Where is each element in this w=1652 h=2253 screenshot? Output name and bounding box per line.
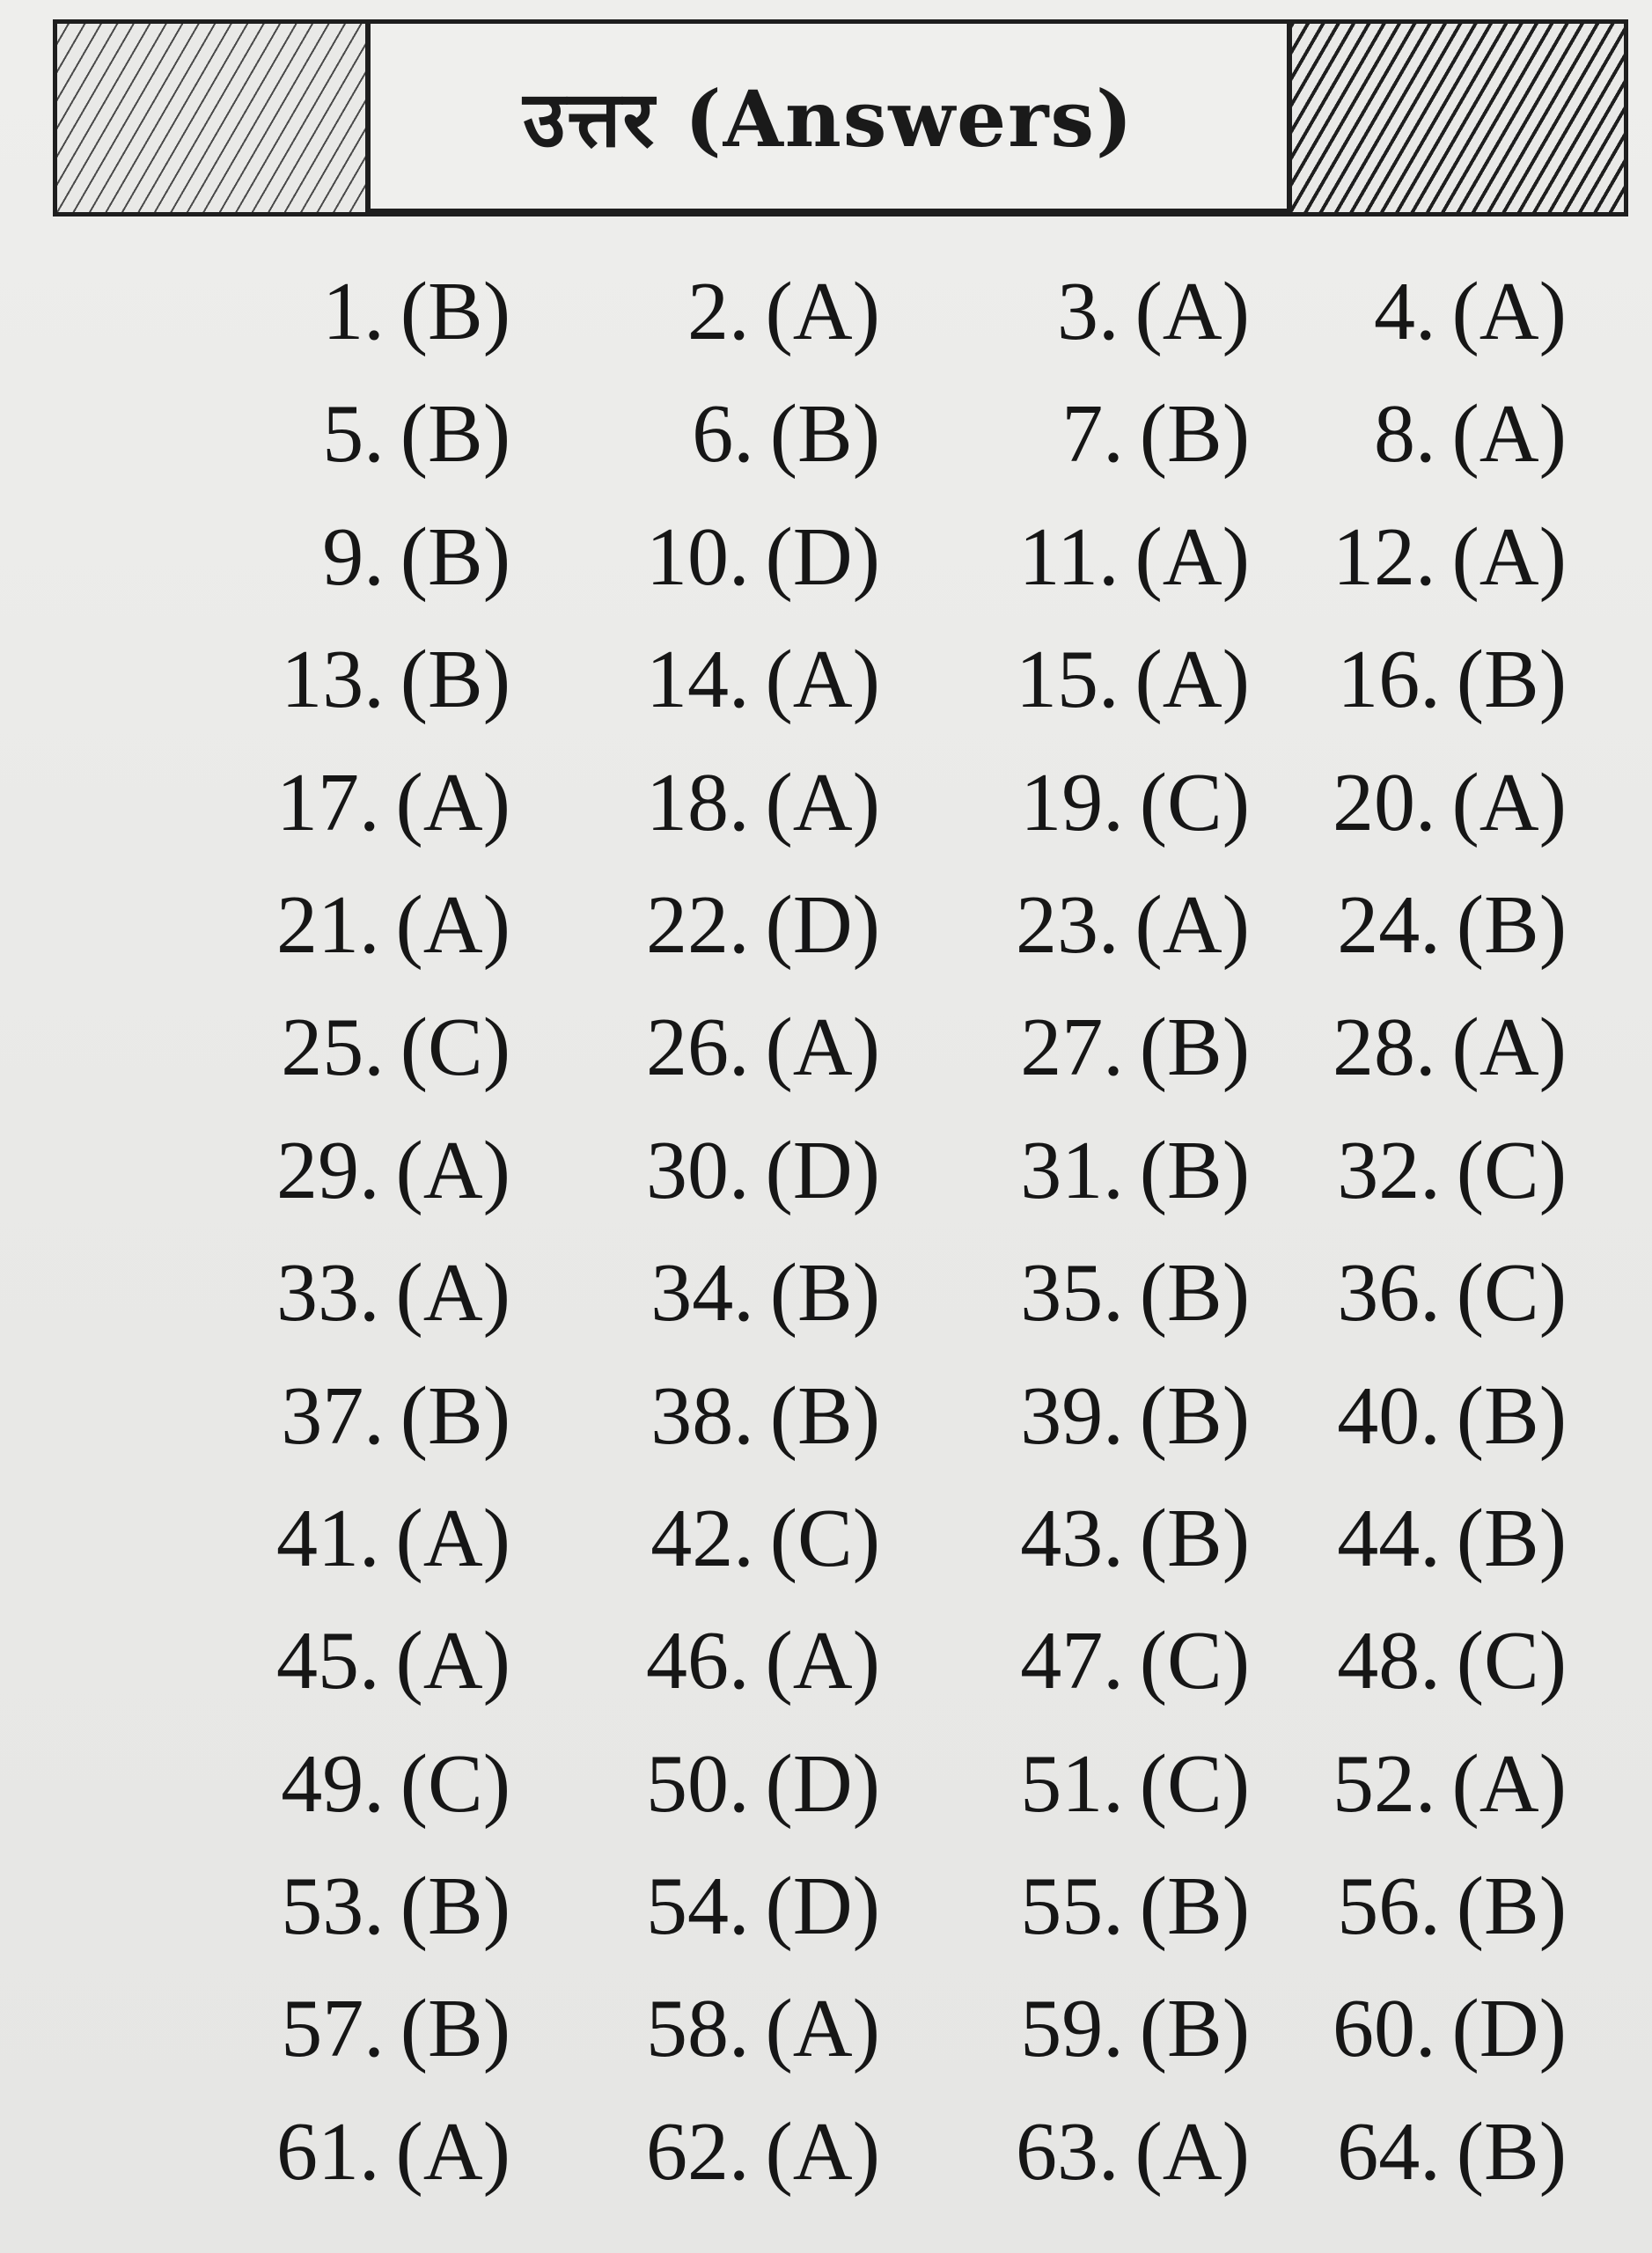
answer-item <box>880 864 1250 987</box>
answer-item <box>510 1110 880 1232</box>
question-number: 31. <box>1020 1124 1124 1216</box>
question-number: 2. <box>687 266 750 357</box>
answer-option: (A) <box>1134 878 1250 971</box>
answer-option: (A) <box>765 2105 880 2198</box>
answer-item <box>1250 742 1567 864</box>
answer-item <box>141 1232 510 1354</box>
question-number: 18. <box>646 756 750 848</box>
question-number: 42. <box>650 1492 754 1584</box>
question-number: 25. <box>281 1002 385 1094</box>
question-number: 30. <box>646 1124 750 1216</box>
answer-option: (B) <box>1456 634 1567 726</box>
answer-item <box>510 864 880 987</box>
question-number: 28. <box>1333 1002 1436 1094</box>
question-number: 54. <box>646 1860 750 1953</box>
answer-item <box>880 1478 1250 1600</box>
answer-option: (C) <box>1456 1615 1567 1707</box>
question-number: 3. <box>1057 266 1120 357</box>
answer-option: (D) <box>765 1860 880 1953</box>
header-title-box <box>371 24 1287 212</box>
question-number: 12. <box>1333 510 1436 603</box>
answer-item <box>1250 987 1567 1109</box>
answer-item <box>1250 2091 1567 2213</box>
answer-option: (B) <box>400 1369 510 1462</box>
page-title: उत्तर (Answers) <box>523 73 1134 165</box>
answer-item <box>880 1846 1250 1968</box>
answer-item <box>141 619 510 741</box>
question-number: 62. <box>646 2105 750 2198</box>
answer-option: (A) <box>1451 510 1567 603</box>
question-number: 8. <box>1374 388 1436 481</box>
answer-item <box>510 496 880 619</box>
answer-option: (B) <box>1456 1369 1567 1462</box>
answer-option: (C) <box>1139 1615 1250 1707</box>
answer-option: (D) <box>1451 1983 1567 2075</box>
question-number: 36. <box>1337 1247 1441 1339</box>
question-number: 52. <box>1333 1737 1436 1830</box>
question-number: 23. <box>1016 878 1120 971</box>
answer-option: (A) <box>395 2105 510 2198</box>
question-number: 55. <box>1020 1860 1124 1953</box>
answer-item <box>880 987 1250 1109</box>
answer-item <box>510 1968 880 2090</box>
answer-option: (A) <box>395 1492 510 1584</box>
answer-item <box>1250 1968 1567 2090</box>
answer-item <box>880 742 1250 864</box>
answer-option: (B) <box>1139 1369 1250 1462</box>
answer-item <box>1250 1478 1567 1600</box>
answer-option: (D) <box>765 878 880 971</box>
answer-item <box>510 619 880 741</box>
question-number: 34. <box>650 1247 754 1339</box>
answer-option: (B) <box>400 634 510 726</box>
answer-option: (A) <box>1134 510 1250 603</box>
question-number: 29. <box>276 1124 380 1216</box>
answer-option: (A) <box>395 878 510 971</box>
answer-item <box>1250 864 1567 987</box>
question-number: 41. <box>276 1492 380 1584</box>
answer-item <box>1250 1110 1567 1232</box>
question-number: 5. <box>322 388 385 481</box>
answer-option: (A) <box>1451 756 1567 848</box>
question-number: 26. <box>646 1002 750 1094</box>
answer-option: (A) <box>1451 1737 1567 1830</box>
answer-option: (A) <box>395 756 510 848</box>
question-number: 7. <box>1061 388 1124 481</box>
answer-item <box>880 1355 1250 1478</box>
answer-item <box>510 251 880 373</box>
question-number: 14. <box>646 634 750 726</box>
question-number: 47. <box>1020 1615 1124 1707</box>
answer-item <box>141 1478 510 1600</box>
answer-item <box>1250 1723 1567 1846</box>
question-number: 51. <box>1020 1737 1124 1830</box>
answer-option: (B) <box>400 510 510 603</box>
answer-option: (C) <box>769 1492 880 1584</box>
answer-option: (B) <box>1139 1860 1250 1953</box>
answer-option: (C) <box>1139 1737 1250 1830</box>
answer-item <box>1250 1846 1567 1968</box>
answer-item <box>141 2091 510 2213</box>
question-number: 1. <box>322 266 385 357</box>
answer-option: (A) <box>765 1002 880 1094</box>
answer-option: (B) <box>769 1369 880 1462</box>
question-number: 33. <box>276 1247 380 1339</box>
question-number: 48. <box>1337 1615 1441 1707</box>
question-number: 38. <box>650 1369 754 1462</box>
answer-item <box>880 1968 1250 2090</box>
answer-item <box>1250 251 1567 373</box>
answer-option: (B) <box>1456 2105 1567 2198</box>
answer-option: (D) <box>765 1737 880 1830</box>
question-number: 45. <box>276 1615 380 1707</box>
question-number: 19. <box>1020 756 1124 848</box>
answer-item <box>141 1846 510 1968</box>
question-number: 27. <box>1020 1002 1124 1094</box>
question-number: 53. <box>281 1860 385 1953</box>
answer-option: (B) <box>1456 878 1567 971</box>
answer-option: (B) <box>1139 1492 1250 1584</box>
answer-item <box>510 742 880 864</box>
question-number: 10. <box>646 510 750 603</box>
question-number: 37. <box>281 1369 385 1462</box>
answer-option: (A) <box>395 1247 510 1339</box>
answer-option: (B) <box>400 1860 510 1953</box>
answer-option: (B) <box>1456 1860 1567 1953</box>
answer-option: (A) <box>1134 2105 1250 2198</box>
answer-option: (A) <box>395 1615 510 1707</box>
question-number: 44. <box>1337 1492 1441 1584</box>
answer-item <box>141 1110 510 1232</box>
question-number: 32. <box>1337 1124 1441 1216</box>
question-number: 11. <box>1018 510 1120 603</box>
answer-item <box>1250 619 1567 741</box>
answer-option: (B) <box>1139 1124 1250 1216</box>
answer-item <box>880 496 1250 619</box>
answer-option: (A) <box>765 634 880 726</box>
question-number: 46. <box>646 1615 750 1707</box>
answer-item <box>880 1110 1250 1232</box>
answer-item <box>1250 1355 1567 1478</box>
question-number: 22. <box>646 878 750 971</box>
question-number: 43. <box>1020 1492 1124 1584</box>
question-number: 56. <box>1337 1860 1441 1953</box>
answer-option: (A) <box>1451 1002 1567 1094</box>
answer-option: (B) <box>400 266 510 357</box>
answer-option: (C) <box>1139 756 1250 848</box>
answer-item <box>880 251 1250 373</box>
answer-item <box>1250 373 1567 495</box>
answer-item <box>141 1723 510 1846</box>
question-number: 49. <box>281 1737 385 1830</box>
question-number: 9. <box>322 510 385 603</box>
answers-grid <box>141 251 1567 2213</box>
answer-item <box>510 373 880 495</box>
answer-item <box>880 373 1250 495</box>
answer-option: (B) <box>400 1983 510 2075</box>
answer-option: (A) <box>1451 266 1567 357</box>
answer-option: (B) <box>769 1247 880 1339</box>
answer-option: (B) <box>1139 1247 1250 1339</box>
answer-item <box>510 1723 880 1846</box>
question-number: 50. <box>646 1737 750 1830</box>
answer-option: (C) <box>400 1737 510 1830</box>
question-number: 63. <box>1016 2105 1120 2198</box>
question-number: 17. <box>276 756 380 848</box>
answer-option: (A) <box>1134 634 1250 726</box>
answer-item <box>880 1723 1250 1846</box>
answer-option: (A) <box>1134 266 1250 357</box>
answer-item <box>1250 1600 1567 1722</box>
answers-header-banner <box>53 19 1628 216</box>
answer-option: (B) <box>1456 1492 1567 1584</box>
answer-option: (D) <box>765 1124 880 1216</box>
question-number: 20. <box>1333 756 1436 848</box>
question-number: 40. <box>1337 1369 1441 1462</box>
answer-item <box>141 742 510 864</box>
answer-item <box>141 251 510 373</box>
answer-option: (B) <box>400 388 510 481</box>
answer-option: (A) <box>765 1615 880 1707</box>
answer-item <box>510 1478 880 1600</box>
question-number: 35. <box>1020 1247 1124 1339</box>
answer-option: (C) <box>400 1002 510 1094</box>
answer-item <box>880 1600 1250 1722</box>
answer-item <box>510 1846 880 1968</box>
question-number: 4. <box>1374 266 1436 357</box>
answer-item <box>880 1232 1250 1354</box>
answer-option: (D) <box>765 510 880 603</box>
question-number: 58. <box>646 1983 750 2075</box>
answer-item <box>141 496 510 619</box>
answer-item <box>510 987 880 1109</box>
answer-option: (B) <box>1139 1983 1250 2075</box>
answer-item <box>1250 496 1567 619</box>
answer-option: (C) <box>1456 1247 1567 1339</box>
answer-item <box>141 1968 510 2090</box>
question-number: 64. <box>1337 2105 1441 2198</box>
answer-option: (A) <box>765 756 880 848</box>
answer-item <box>141 373 510 495</box>
answer-item <box>141 987 510 1109</box>
answer-option: (A) <box>395 1124 510 1216</box>
answer-item <box>141 864 510 987</box>
answer-option: (A) <box>1451 388 1567 481</box>
question-number: 59. <box>1020 1983 1124 2075</box>
answer-item <box>880 2091 1250 2213</box>
answer-option: (B) <box>769 388 880 481</box>
answer-item <box>141 1600 510 1722</box>
answer-item <box>880 619 1250 741</box>
question-number: 13. <box>281 634 385 726</box>
answer-item <box>141 1355 510 1478</box>
answer-option: (A) <box>765 266 880 357</box>
answer-item <box>510 2091 880 2213</box>
question-number: 61. <box>276 2105 380 2198</box>
answer-option: (A) <box>765 1983 880 2075</box>
hatched-panel-left <box>57 24 371 212</box>
question-number: 21. <box>276 878 380 971</box>
question-number: 16. <box>1337 634 1441 726</box>
answer-item <box>510 1355 880 1478</box>
answer-option: (B) <box>1139 1002 1250 1094</box>
question-number: 24. <box>1337 878 1441 971</box>
hatched-panel-right <box>1287 24 1624 212</box>
answer-option: (C) <box>1456 1124 1567 1216</box>
question-number: 6. <box>692 388 754 481</box>
question-number: 39. <box>1020 1369 1124 1462</box>
question-number: 57. <box>281 1983 385 2075</box>
question-number: 15. <box>1016 634 1120 726</box>
question-number: 60. <box>1333 1983 1436 2075</box>
answer-option: (B) <box>1139 388 1250 481</box>
answer-item <box>510 1600 880 1722</box>
answer-item <box>1250 1232 1567 1354</box>
answer-item <box>510 1232 880 1354</box>
